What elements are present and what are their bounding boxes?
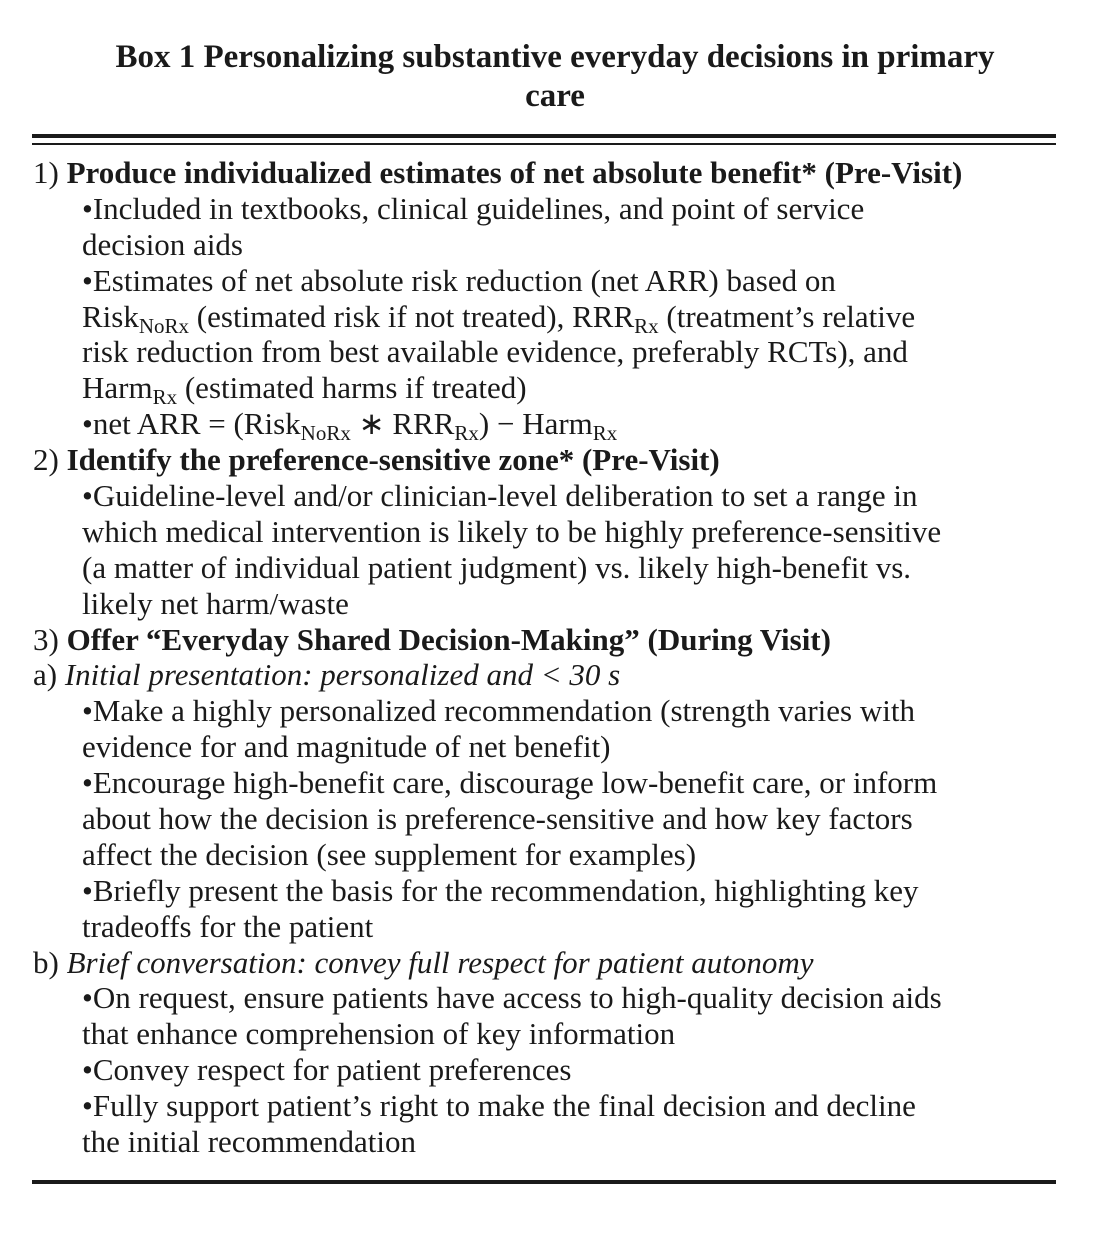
bullet-final-decision-line-2: the initial recommendation: [82, 1124, 417, 1160]
net-arr-formula: [33, 406, 1063, 446]
section-3-heading: [33, 622, 1063, 658]
subsection-b-heading: [33, 945, 1063, 981]
box-title: [40, 38, 1070, 116]
bullet-net-arr-estimates-line-4: [33, 370, 1063, 410]
bullet-deliberation-line-3: (a matter of individual patient judgment) vs. likely high-benefit vs.: [82, 549, 912, 585]
bullet-basis-line-2: tradeoffs for the patient: [82, 908, 374, 944]
norx-subscript: NoRx: [138, 313, 190, 338]
section-1-number: 1): [33, 155, 59, 190]
bullet-basis-line-1: •Briefly present the basis for the recommendation, highlighting key: [82, 872, 919, 908]
bullet-decision-aids-line-1: •On request, ensure patients have access to high-quality decision aids: [82, 980, 942, 1016]
formula-sub-1: NoRx: [300, 421, 351, 446]
bullet-final-decision-line-1: •Fully support patient’s right to make the final decision and decline: [82, 1088, 916, 1124]
section-2-heading: [33, 442, 1063, 478]
rrr-description: (treatment’s relative: [658, 298, 916, 334]
bottom-rule: [32, 1180, 1056, 1184]
subsection-a-label: a): [33, 657, 58, 693]
bullet-net-arr-estimates-line-3: risk reduction from best available evidence, preferably RCTs), and: [82, 334, 908, 370]
formula-sub-3: Rx: [592, 421, 618, 446]
bullet-net-arr-estimates-line-2: [33, 298, 1063, 338]
bullet-recommendation-line-2: evidence for and magnitude of net benefit): [82, 729, 611, 765]
harm-rx-subscript: Rx: [152, 385, 178, 410]
bullet-decision-aids-line-2: that enhance comprehension of key information: [82, 1016, 676, 1052]
section-3-number: 3): [33, 621, 59, 657]
subsection-a-title: Initial presentation: personalized and < 30 s: [64, 657, 621, 693]
subsection-a-heading: [33, 657, 1063, 693]
risk-description: (estimated risk if not treated), RRR: [189, 298, 635, 334]
subsection-b-label: b): [33, 944, 59, 980]
formula-part-3: ) − Harm: [478, 406, 593, 442]
formula-part-2: ∗ RRR: [350, 406, 455, 442]
bullet-respect-line-1: •Convey respect for patient preferences: [82, 1052, 572, 1088]
section-3-title: Offer “Everyday Shared Decision-Making” (During Visit): [66, 621, 831, 657]
rx-subscript: Rx: [634, 313, 659, 338]
box-content: [33, 155, 1063, 1160]
risk-term: Risk: [82, 298, 139, 334]
bullet-encourage-line-1: •Encourage high-benefit care, discourage low-benefit care, or inform: [82, 765, 938, 801]
formula-sub-2: Rx: [454, 421, 479, 446]
bullet-textbooks-line-2: decision aids: [82, 226, 243, 262]
top-rule-thick: [32, 134, 1056, 138]
bullet-deliberation-line-1: •Guideline-level and/or clinician-level deliberation to set a range in: [82, 478, 918, 514]
bullet-textbooks-line-1: •Included in textbooks, clinical guidelines, and point of service: [82, 190, 865, 226]
harm-term: Harm: [82, 370, 153, 406]
section-1-title: Produce individualized estimates of net absolute benefit* (Pre-Visit): [66, 155, 963, 190]
bullet-encourage-line-2: about how the decision is preference-sensitive and how key factors: [82, 801, 913, 837]
section-2-title: Identify the preference-sensitive zone* (Pre-Visit): [66, 442, 720, 478]
section-2-number: 2): [33, 442, 59, 478]
box-title-line-2: care: [525, 78, 585, 114]
bullet-net-arr-estimates-line-1: •Estimates of net absolute risk reduction (net ARR) based on: [82, 262, 836, 298]
harm-description: (estimated harms if treated): [177, 370, 527, 406]
subsection-b-title: Brief conversation: convey full respect for patient autonomy: [66, 944, 814, 980]
bullet-deliberation-line-4: likely net harm/waste: [82, 585, 349, 621]
formula-part-1: •net ARR = (Risk: [82, 406, 301, 442]
section-1-heading: [33, 155, 1063, 191]
top-rule-thin: [32, 143, 1056, 145]
bullet-deliberation-line-2: which medical intervention is likely to be highly preference-sensitive: [82, 513, 942, 549]
box-title-line-1: Box 1 Personalizing substantive everyday decisions in primary: [115, 39, 995, 75]
bullet-recommendation-line-1: •Make a highly personalized recommendation (strength varies with: [82, 693, 915, 729]
bullet-encourage-line-3: affect the decision (see supplement for examples): [82, 836, 697, 872]
